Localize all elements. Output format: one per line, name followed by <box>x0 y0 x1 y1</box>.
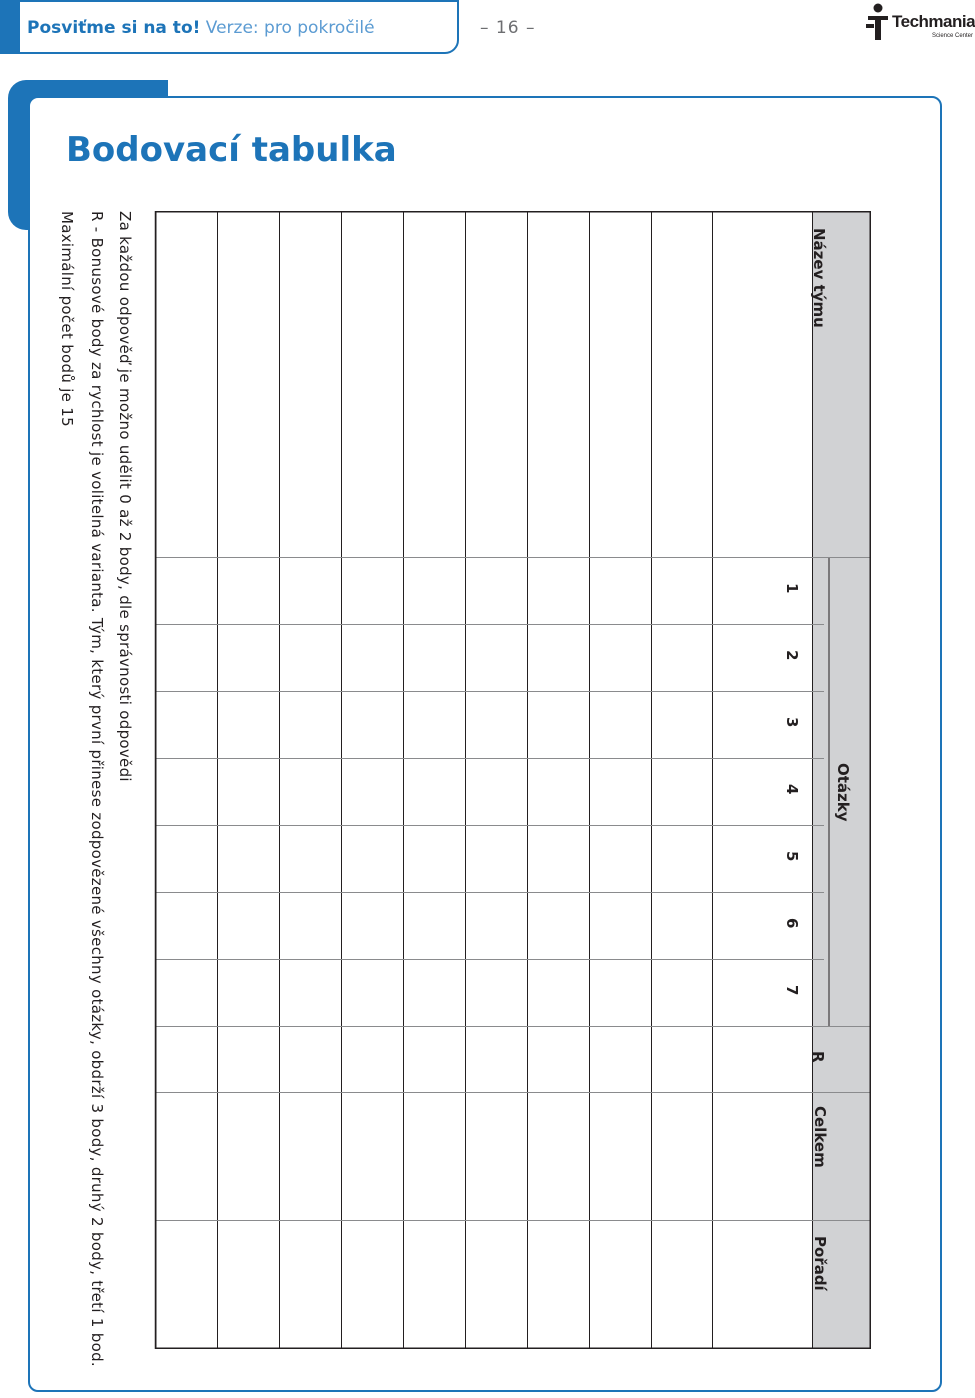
table-row <box>466 212 527 1348</box>
table-row <box>652 212 712 1348</box>
logo-subtitle: Science Center <box>932 33 974 39</box>
table-row <box>713 212 812 1348</box>
techmania-logo <box>866 2 975 44</box>
total-header: Celkem <box>811 1106 829 1168</box>
team-name-header: Název týmu <box>810 228 828 328</box>
question-number-1: 1 <box>783 583 801 594</box>
question-number-2: 2 <box>783 650 801 661</box>
table-row <box>156 212 217 1348</box>
rank-header: Pořadí <box>811 1236 829 1291</box>
page-number: – 16 – <box>480 18 536 38</box>
header-tab-accent <box>2 2 20 52</box>
bonus-header: R <box>809 1051 827 1063</box>
page-title: Bodovací tabulka <box>66 130 397 170</box>
score-table <box>155 211 871 1349</box>
question-number-7: 7 <box>783 985 801 996</box>
logo-name: Techmania <box>892 12 975 31</box>
bonus-note: R - Bonusové body za rychlost je volitelná varianta. Tým, který první přinese zodpovězené všechny otázky, obdrží 3 body, druhý 2 body, třetí 1 bod. <box>88 211 106 1367</box>
question-number-6: 6 <box>783 918 801 929</box>
table-row <box>528 212 589 1348</box>
max-points-note: Maximální počet bodů je 15 <box>58 211 76 427</box>
scoring-note: Za každou odpověď je možno udělit 0 až 2 body, dle správnosti odpovědi <box>116 211 134 782</box>
question-number-4: 4 <box>783 784 801 795</box>
questions-header: Otázky <box>834 763 852 822</box>
series-version: Verze: pro pokročilé <box>205 18 375 38</box>
table-row <box>342 212 403 1348</box>
question-number-5: 5 <box>783 851 801 862</box>
table-row <box>218 212 279 1348</box>
logo-figure-icon <box>866 2 892 42</box>
table-row <box>590 212 651 1348</box>
table-row <box>280 212 341 1348</box>
series-name: Posviťme si na to! <box>27 18 201 38</box>
series-title <box>27 18 375 38</box>
question-number-3: 3 <box>783 717 801 728</box>
table-row <box>404 212 465 1348</box>
